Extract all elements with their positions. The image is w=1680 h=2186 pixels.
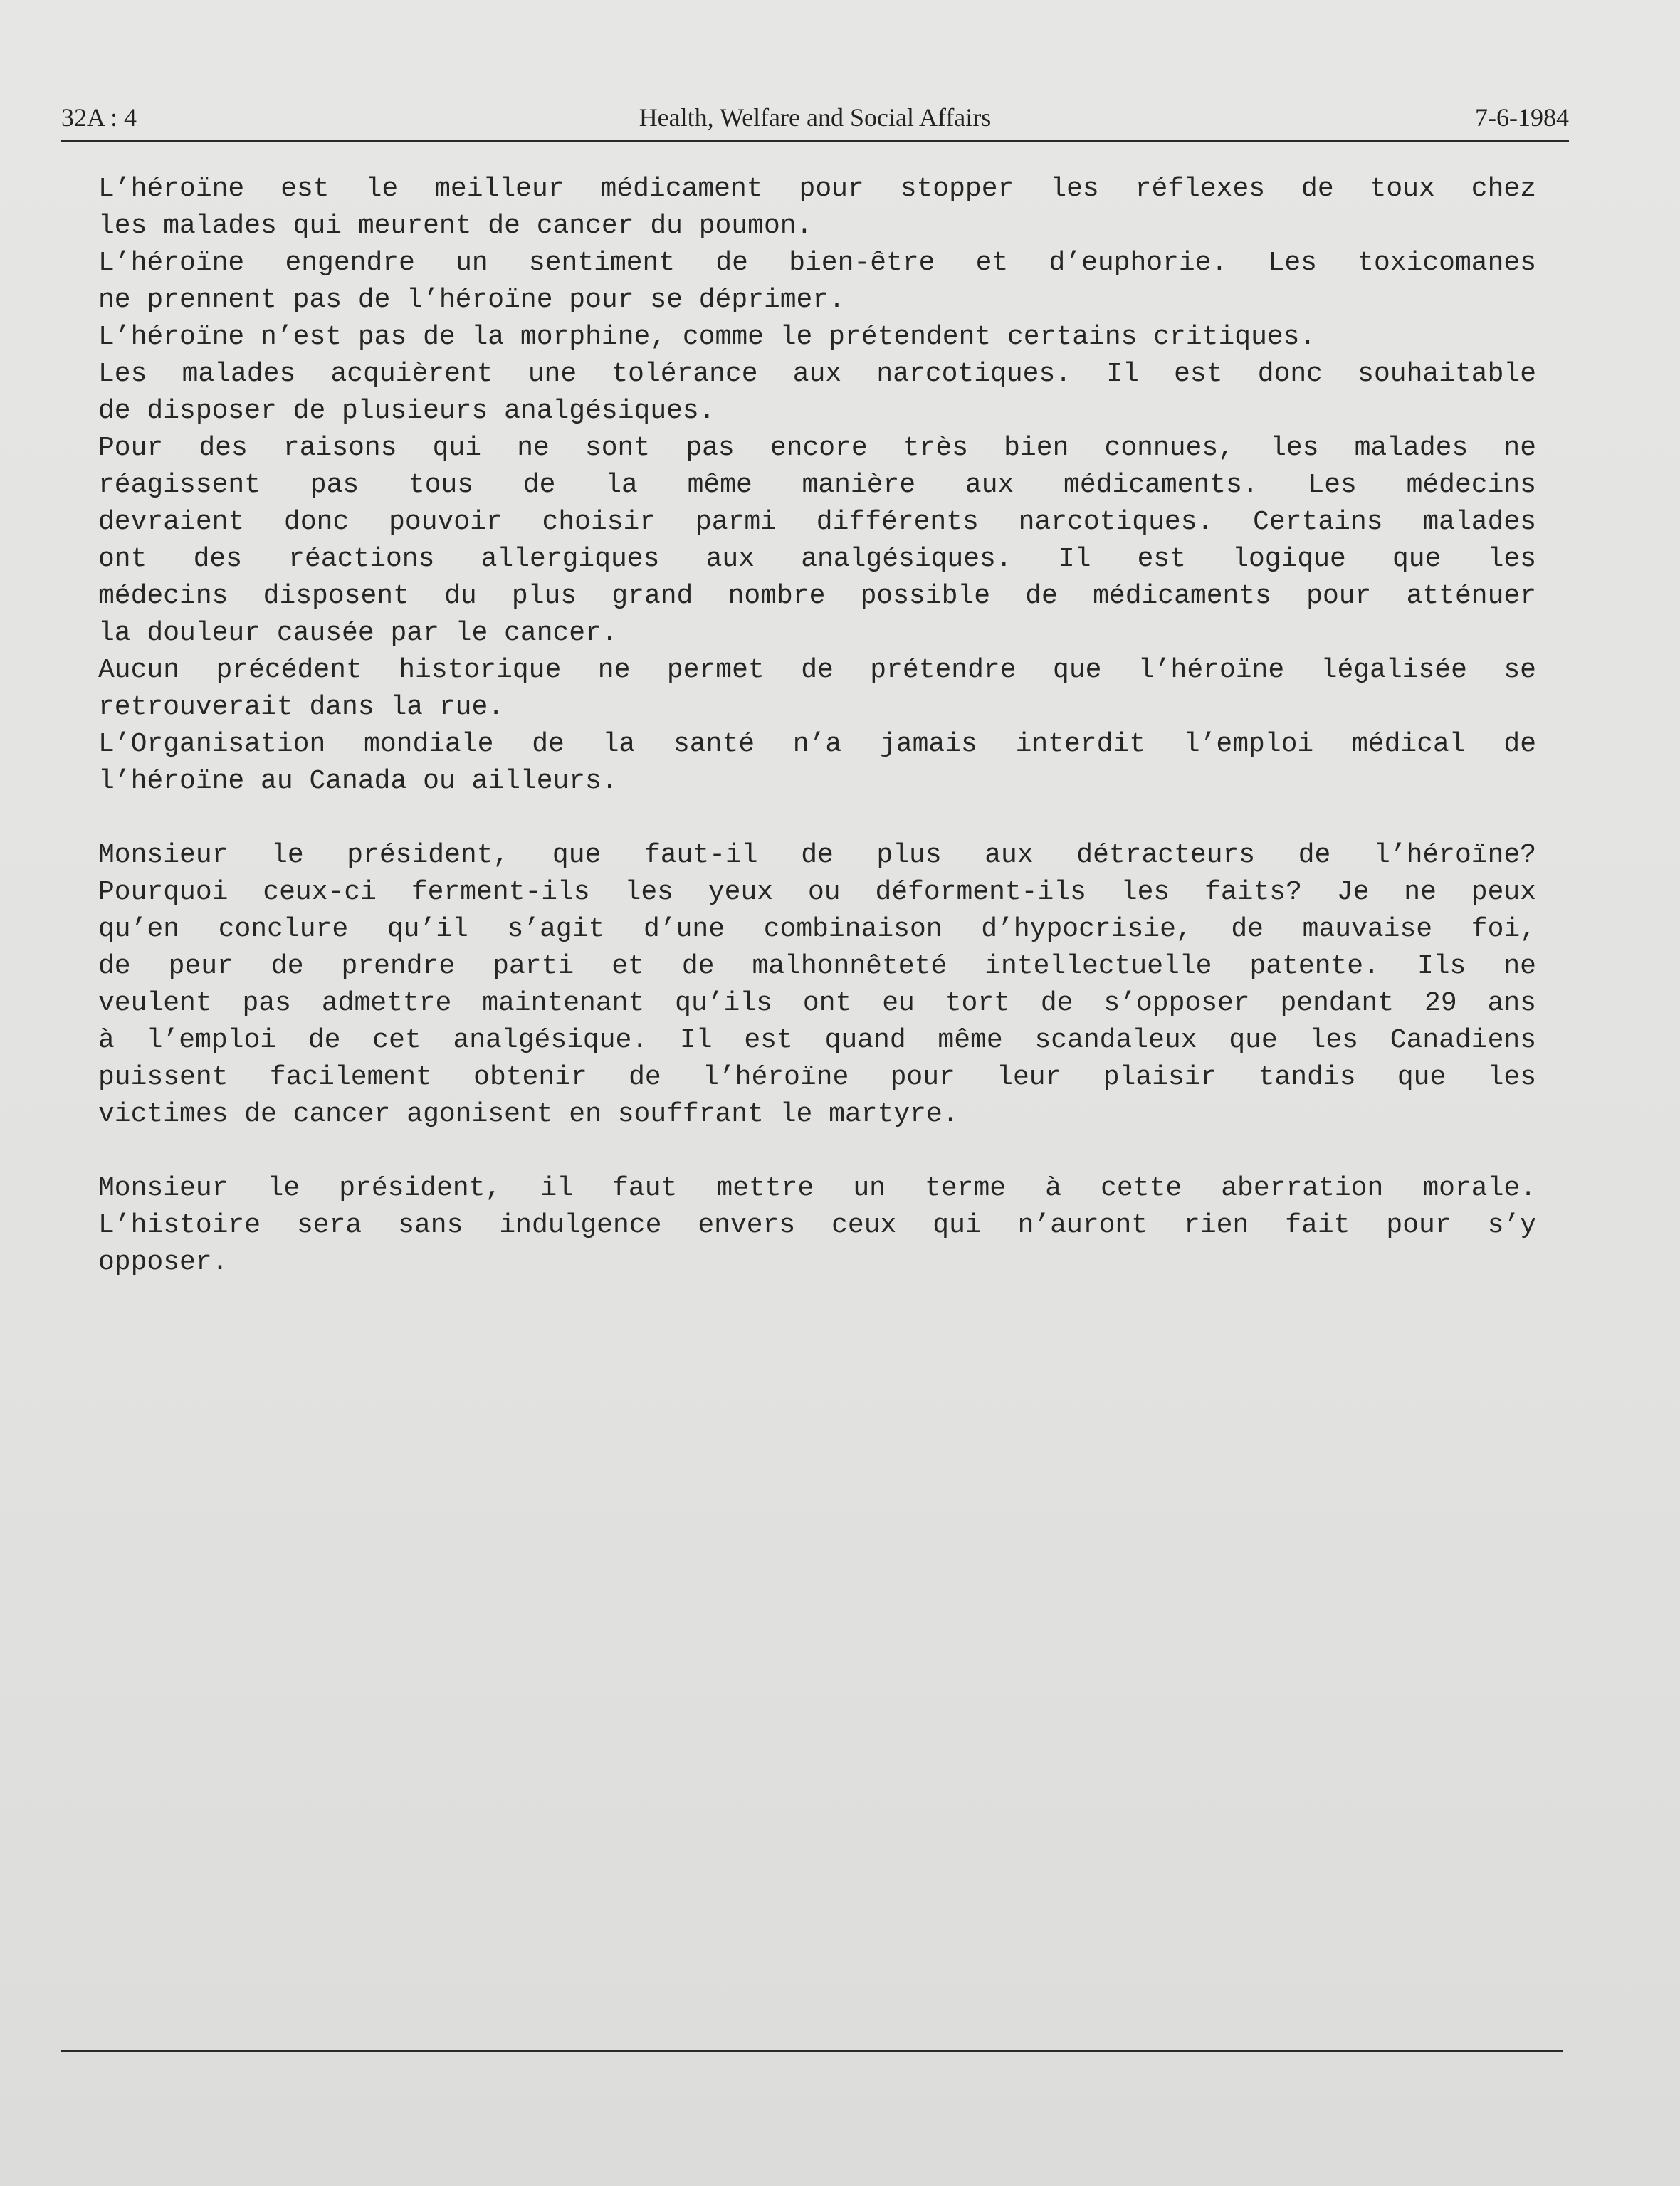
text-line: opposer. [98, 1247, 229, 1278]
text-line: veulent pas admettre maintenant qu’ils ont eu tort de s’opposer pendant 29 ans [98, 988, 1536, 1019]
text-line: médecins disposent du plus grand nombre possible de médicaments pour atténuer [98, 581, 1536, 611]
paragraph-facts [98, 171, 1536, 800]
text-line: la douleur causée par le cancer. [98, 618, 618, 648]
text-line: L’héroïne est le meilleur médicament pour stopper les réflexes de toux chez [98, 174, 1536, 204]
text-line: L’héroïne engendre un sentiment de bien-être et d’euphorie. Les toxicomanes [98, 248, 1536, 278]
document-body [98, 171, 1536, 1281]
text-line: Monsieur le président, que faut-il de plus aux détracteurs de l’héroïne? [98, 840, 1536, 871]
text-line: L’histoire sera sans indulgence envers ceux qui n’auront rien fait pour s’y [98, 1210, 1536, 1241]
text-line: réagissent pas tous de la même manière aux médicaments. Les médecins [98, 470, 1536, 500]
text-line: les malades qui meurent de cancer du poumon. [98, 211, 813, 241]
paragraph-conclusion [98, 837, 1536, 1133]
text-line: ont des réactions allergiques aux analgésiques. Il est logique que les [98, 544, 1536, 574]
paragraph-closing [98, 1170, 1536, 1281]
paragraph-gap [98, 1133, 1536, 1170]
text-line: L’Organisation mondiale de la santé n’a jamais interdit l’emploi médical de [98, 729, 1536, 760]
header-title: Health, Welfare and Social Affairs [639, 103, 992, 132]
header-date: 7-6-1984 [1475, 103, 1569, 132]
paragraph-gap [98, 800, 1536, 837]
text-line: qu’en conclure qu’il s’agit d’une combinaison d’hypocrisie, de mauvaise foi, [98, 914, 1536, 945]
text-line: ne prennent pas de l’héroïne pour se déprimer. [98, 285, 845, 315]
footer-rule [61, 2050, 1563, 2052]
text-line: Les malades acquièrent une tolérance aux narcotiques. Il est donc souhaitable [98, 359, 1536, 389]
text-line: victimes de cancer agonisent en souffrant le martyre. [98, 1099, 959, 1130]
text-line: Pour des raisons qui ne sont pas encore très bien connues, les malades ne [98, 433, 1536, 463]
text-line: devraient donc pouvoir choisir parmi différents narcotiques. Certains malades [98, 507, 1536, 537]
text-line: retrouverait dans la rue. [98, 692, 505, 722]
text-line: de peur de prendre parti et de malhonnêteté intellectuelle patente. Ils ne [98, 951, 1536, 982]
text-line: Monsieur le président, il faut mettre un terme à cette aberration morale. [98, 1173, 1536, 1204]
text-line: L’héroïne n’est pas de la morphine, comme le prétendent certains critiques. [98, 322, 1316, 352]
page-header [61, 100, 1569, 142]
text-line: à l’emploi de cet analgésique. Il est quand même scandaleux que les Canadiens [98, 1025, 1536, 1056]
text-line: de disposer de plusieurs analgésiques. [98, 396, 715, 426]
text-line: l’héroïne au Canada ou ailleurs. [98, 766, 618, 797]
text-line: puissent facilement obtenir de l’héroïne pour leur plaisir tandis que les [98, 1062, 1536, 1093]
header-issue-number: 32A : 4 [61, 103, 137, 132]
text-line: Pourquoi ceux-ci ferment-ils les yeux ou déforment-ils les faits? Je ne peux [98, 877, 1536, 908]
text-line: Aucun précédent historique ne permet de prétendre que l’héroïne légalisée se [98, 655, 1536, 685]
